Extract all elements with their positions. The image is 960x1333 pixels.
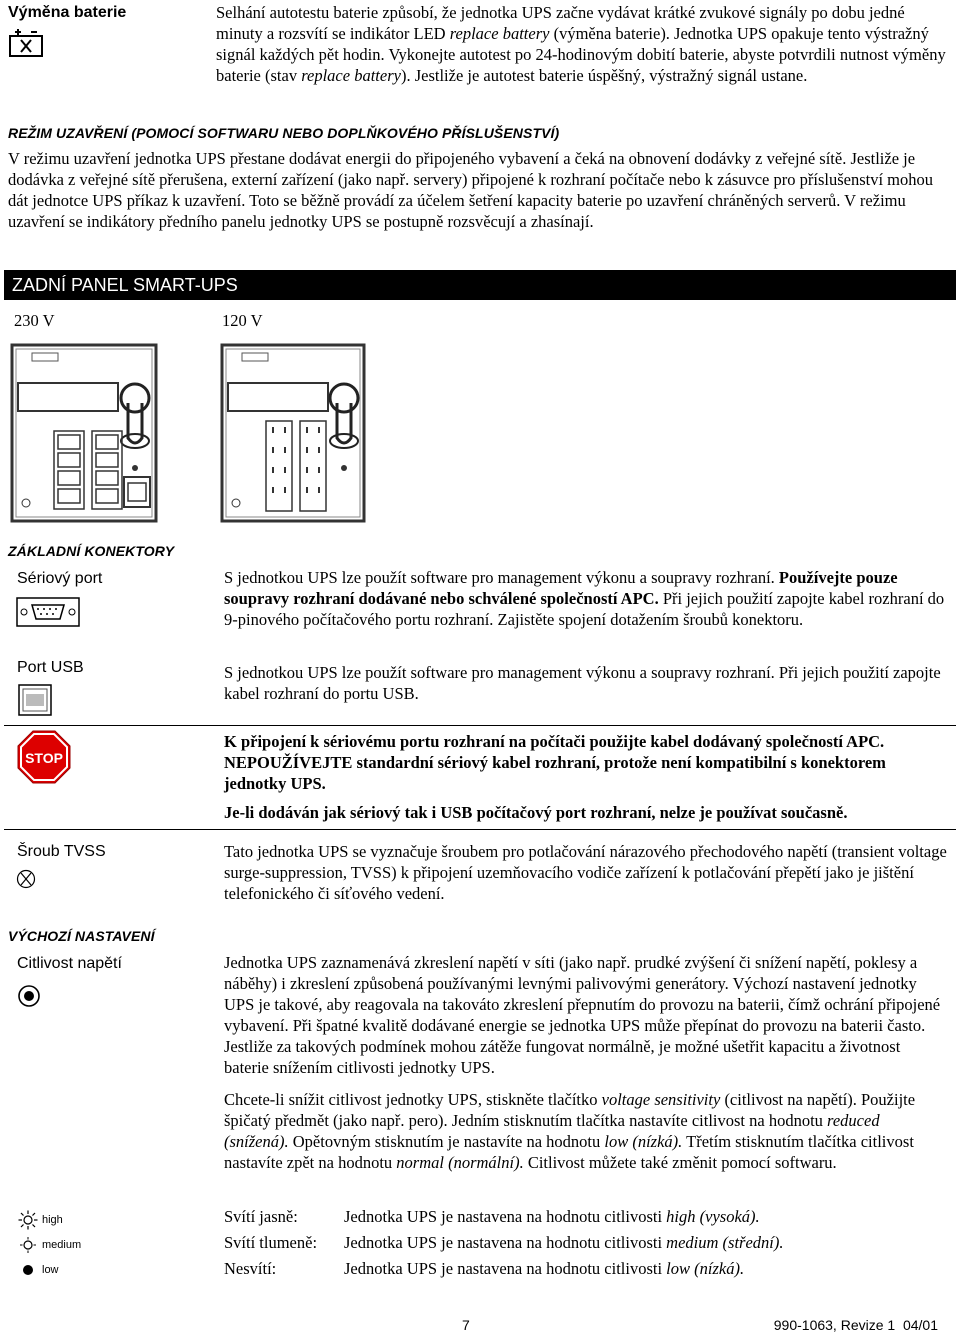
state-label: Svítí tlumeně: [224,1233,318,1252]
label-120v: 120 V [222,311,263,330]
sensitivity-state-table [224,1206,948,1284]
rear-panel-120v-image [220,343,366,523]
battery-description: Selhání autotestu baterie způsobí, že jednotka UPS začne vydávat krátké zvukové signály po dobu jedné minuty a rozsvítí se indikátor LED replace battery (výměna baterie). Jednotka UPS opakuje tento výstražný signál každých pět hodin. Vykonejte autotest po 24-hodinovým dobití baterie, abyste potvrdili nutnost výměny baterie (stav replace battery). Jestliže je autotest baterie úspěšný, výstražný signál ustane. [216,3,946,85]
connectors-heading: ZÁKLADNÍ KONEKTORY [8,543,175,559]
stop-sign-text: STOP [25,750,63,766]
state-label: Svítí jasně: [224,1207,298,1226]
label-230v: 230 V [14,311,55,330]
serial-port-icon [16,597,80,627]
battery-label: Výměna baterie [8,4,127,21]
defaults-heading: VÝCHOZÍ NASTAVENÍ [8,928,155,944]
sensitivity-button-icon [17,984,41,1008]
page-number: 7 [462,1317,470,1333]
led-dim-icon [18,1235,38,1255]
legend-high-text: high [42,1213,63,1226]
legend-low [18,1257,81,1282]
warning-separator [4,725,956,726]
shutdown-description: V režimu uzavření jednotka UPS přestane dodávat energii do připojeného vybavení a čeká na obnovení dodávky z veřejné sítě. Jestliže je dodávka z veřejné sítě přerušena, externí zařízení (jako např. servery) připojené k rozhraní počítače nebo k zásuvce pro příslušenství mohou dát jednotce UPS příkaz k uzavření. Toto se běžně provádí za účelem šetření kapacity baterie po uzavření chráněných serverů. V režimu uzavření se indikátory předního panelu jednotky UPS se postupně rozsvěcují a zhasínají. [8,149,934,231]
led-bright-icon [18,1210,38,1230]
sensitivity-legend [18,1207,81,1282]
legend-medium [18,1232,81,1257]
led-off-icon [18,1260,38,1280]
document-id: 990-1063, Revize 1 04/01 [773,1317,938,1333]
legend-medium-text: medium [42,1238,82,1251]
state-desc: Jednotka UPS je nastavena na hodnotu citlivosti medium (střední). [344,1233,784,1252]
rear-panel-banner: ZADNÍ PANEL SMART-UPS [4,270,956,300]
battery-icon [8,28,44,58]
serial-port-description: S jednotkou UPS lze použít software pro management výkonu a soupravy rozhraní. Používejte pouze soupravy rozhraní dodávané nebo schválené společností APC. Při jejich použití zapojte kabel rozhraní do 9-pinového počítačového portu rozhraní. Zajistěte spojení dotažením šroubů konektoru. [224,568,945,629]
tvss-description: Tato jednotka UPS se vyznačuje šroubem pro potlačování nárazového přechodového napětí (transient voltage surge-suppression, TVSS) k připojení uzemňovacího vodiče zařízení k potlačování přepětí jako je jištění telefonického či síťového vedení. [224,842,947,903]
usb-port-description: S jednotkou UPS lze použít software pro management výkonu a soupravy rozhraní. Při jejich použití zapojte kabel rozhraní do portu USB. [224,663,941,703]
state-row [224,1206,948,1232]
tvss-screw-icon [16,869,36,889]
serial-port-label: Sériový port [17,570,103,587]
state-desc: Jednotka UPS je nastavena na hodnotu citlivosti high (vysoká). [344,1207,760,1226]
sensitivity-description: Jednotka UPS zaznamenává zkreslení napětí v síti (jako např. prudké zvýšení či snížení napětí, poklesy a náběhy) i zkreslení způsobená používanými levnými palivovými generátory. Výchozí nastavení jednotky UPS je takové, aby reagovala na takováto zkreslení přepnutím do provozu na baterii, čímž ochrání připojené vybavení. Při špatné kvalitě dodávané energie se jednotka UPS může přepínat do provozu na baterii často. Jestliže za takových podmínek mohou zátěže fungovat normálně, je možné ušetřit kapacitu a životnost baterie snížením citlivosti jednotky UPS. [224,953,941,1077]
rear-panel-230v-image [10,343,158,523]
usb-port-label: Port USB [17,659,84,676]
voltage-sensitivity-label: Citlivost napětí [17,955,122,972]
warning-separator-bottom [4,829,956,830]
stop-sign-icon [17,730,71,784]
state-row [224,1258,948,1284]
usb-port-icon [18,684,52,716]
shutdown-heading: REŽIM UZAVŘENÍ (POMOCÍ SOFTWARU NEBO DOPLŇKOVÉHO PŘÍSLUŠENSTVÍ) [8,125,560,141]
serial-cable-warning: K připojení k sériovému portu rozhraní na počítači použijte kabel dodávaný společností APC. NEPOUŽÍVEJTE standardní sériový kabel rozhraní, protože není kompatibilní s konektorem jednotky UPS. [224,732,886,793]
sensitivity-instructions: Chcete-li snížit citlivost jednotky UPS, stiskněte tlačítko voltage sensitivity (citlivost na napětí). Použijte špičatý předmět (jako např. pero). Jedním stisknutím tlačítka nastavíte citlivost na hodnotu reduced (snížená). Opětovným stisknutím je nastavíte na hodnotu low (nízká). Třetím stisknutím tlačítka citlivost nastavíte zpět na hodnotu normal (normální). Citlivost můžete také změnit pomocí softwaru. [224,1090,916,1172]
legend-low-text: low [42,1263,59,1276]
state-row [224,1232,948,1258]
tvss-label: Šroub TVSS [17,843,106,860]
legend-high [18,1207,81,1232]
state-desc: Jednotka UPS je nastavena na hodnotu citlivosti low (nízká). [344,1259,745,1278]
state-label: Nesvítí: [224,1259,277,1278]
port-usage-warning: Je-li dodáván jak sériový tak i USB počítačový port rozhraní, nelze je používat současně. [224,803,848,822]
